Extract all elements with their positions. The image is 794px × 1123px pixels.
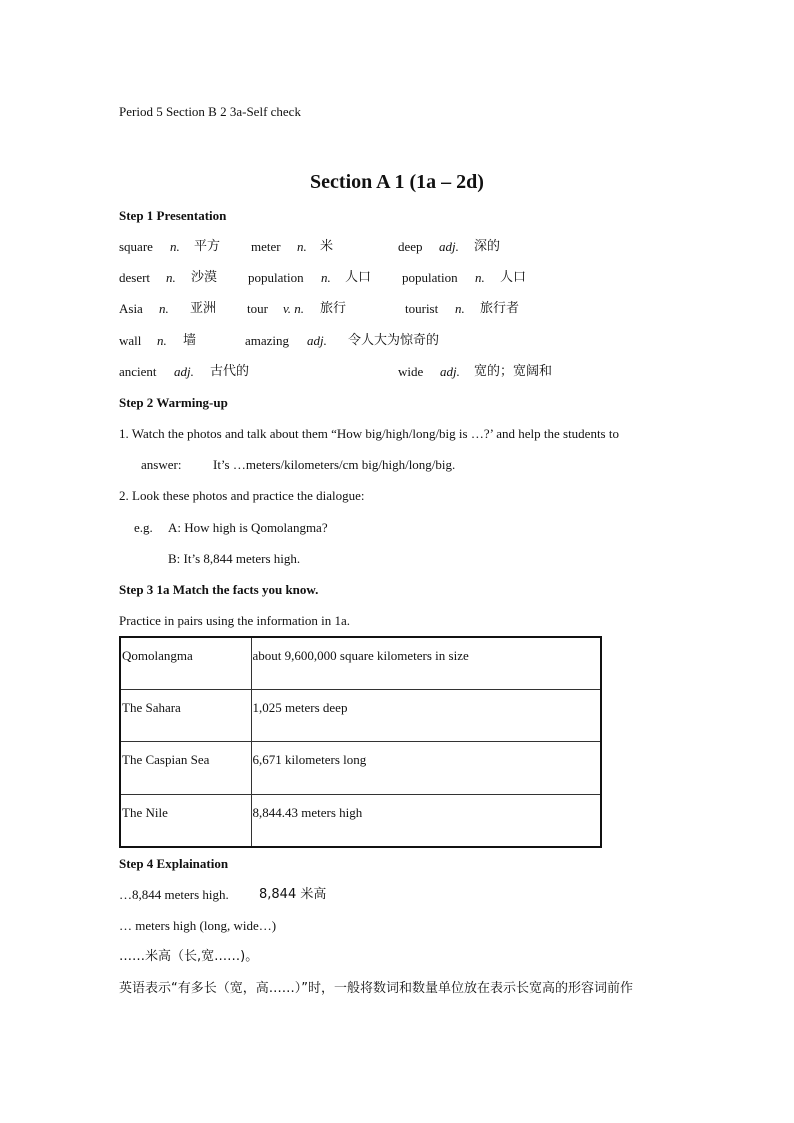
step2-answer: It’s …meters/kilometers/cm big/high/long/big. <box>213 457 456 472</box>
vocab-meaning: 人口 <box>345 270 372 285</box>
table-row <box>120 794 601 847</box>
table-cell-place: Qomolangma <box>120 637 251 690</box>
table-cell-fact: 8,844.43 meters high <box>251 794 601 847</box>
vocab-word: Asia <box>119 301 143 316</box>
explain-line1-en: …8,844 meters high. <box>119 887 229 902</box>
step2-item2: 2. Look these photos and practice the dialogue: <box>119 488 365 503</box>
vocab-pos: n. <box>455 301 465 316</box>
page-title: Section A 1 (1a – 2d) <box>310 171 484 193</box>
vocab-pos: adj. <box>440 364 460 379</box>
explain-line4: 英语表示“有多长（宽，高……）”时，一般将数词和数量单位放在表示长宽高的形容词前作 <box>119 981 633 996</box>
step4-heading: Step 4 Explaination <box>119 856 229 871</box>
facts-table <box>119 636 602 848</box>
explain-line2: … meters high (long, wide…) <box>119 918 277 933</box>
vocab-meaning: 宽的；宽阔和 <box>474 364 553 379</box>
vocab-pos: n. <box>297 239 307 254</box>
period-header: Period 5 Section B 2 3a-Self check <box>119 104 301 119</box>
vocab-meaning: 深的 <box>474 239 501 254</box>
vocab-pos: n. <box>321 270 331 285</box>
table-cell-place: The Sahara <box>120 690 251 742</box>
vocab-meaning: 亚洲 <box>190 301 217 316</box>
vocab-word: deep <box>398 239 423 254</box>
step3-heading: Step 3 1a Match the facts you know. <box>119 582 319 597</box>
step2-heading: Step 2 Warming-up <box>119 395 228 410</box>
example-label: e.g. <box>134 520 153 535</box>
vocab-word: ancient <box>119 364 157 379</box>
vocab-word: amazing <box>245 333 290 348</box>
table-cell-place: The Caspian Sea <box>120 742 251 794</box>
vocab-pos: v. n. <box>283 301 305 316</box>
table-row <box>120 742 601 794</box>
vocab-pos: n. <box>475 270 485 285</box>
explain-line3: ……米高（长,宽……)。 <box>119 949 259 964</box>
step2-item1: 1. Watch the photos and talk about them “How big/high/long/big is …?’ and help the students to <box>119 426 619 441</box>
dialogue-line-a: A: How high is Qomolangma? <box>168 520 328 535</box>
table-row <box>120 690 601 742</box>
dialogue-line-b: B: It’s 8,844 meters high. <box>168 551 301 566</box>
vocab-word: population <box>248 270 304 285</box>
vocab-meaning: 沙漠 <box>191 270 218 285</box>
vocab-meaning: 平方 <box>194 239 221 254</box>
step1-heading: Step 1 Presentation <box>119 208 227 223</box>
vocab-pos: adj. <box>439 239 459 254</box>
vocab-word: tour <box>247 301 268 316</box>
vocab-pos: adj. <box>307 333 327 348</box>
step2-answer-label: answer: <box>141 457 182 472</box>
vocab-pos: n. <box>157 333 167 348</box>
table-cell-fact: 6,671 kilometers long <box>251 742 601 794</box>
vocab-meaning: 米 <box>320 239 334 254</box>
vocab-word: tourist <box>405 301 439 316</box>
vocab-pos: adj. <box>174 364 194 379</box>
vocab-meaning: 墙 <box>183 333 197 348</box>
vocab-word: meter <box>251 239 281 254</box>
vocab-meaning: 旅行 <box>320 301 347 316</box>
vocab-pos: n. <box>170 239 180 254</box>
vocab-pos: n. <box>159 301 169 316</box>
table-cell-place: The Nile <box>120 794 251 847</box>
vocab-pos: n. <box>166 270 176 285</box>
table-cell-fact: about 9,600,000 square kilometers in size <box>251 637 601 690</box>
vocab-meaning: 人口 <box>500 270 527 285</box>
vocab-meaning: 旅行者 <box>480 301 520 316</box>
vocab-word: wide <box>398 364 424 379</box>
step3-instruction: Practice in pairs using the information in 1a. <box>119 613 351 628</box>
explain-line1-cn: 8,844 米高 <box>259 887 327 902</box>
vocab-word: wall <box>119 333 142 348</box>
table-cell-fact: 1,025 meters deep <box>251 690 601 742</box>
vocab-word: population <box>402 270 458 285</box>
table-row <box>120 637 601 690</box>
vocab-word: desert <box>119 270 151 285</box>
vocab-meaning: 古代的 <box>210 364 250 379</box>
vocab-meaning: 令人大为惊奇的 <box>348 333 440 348</box>
vocab-word: square <box>119 239 153 254</box>
